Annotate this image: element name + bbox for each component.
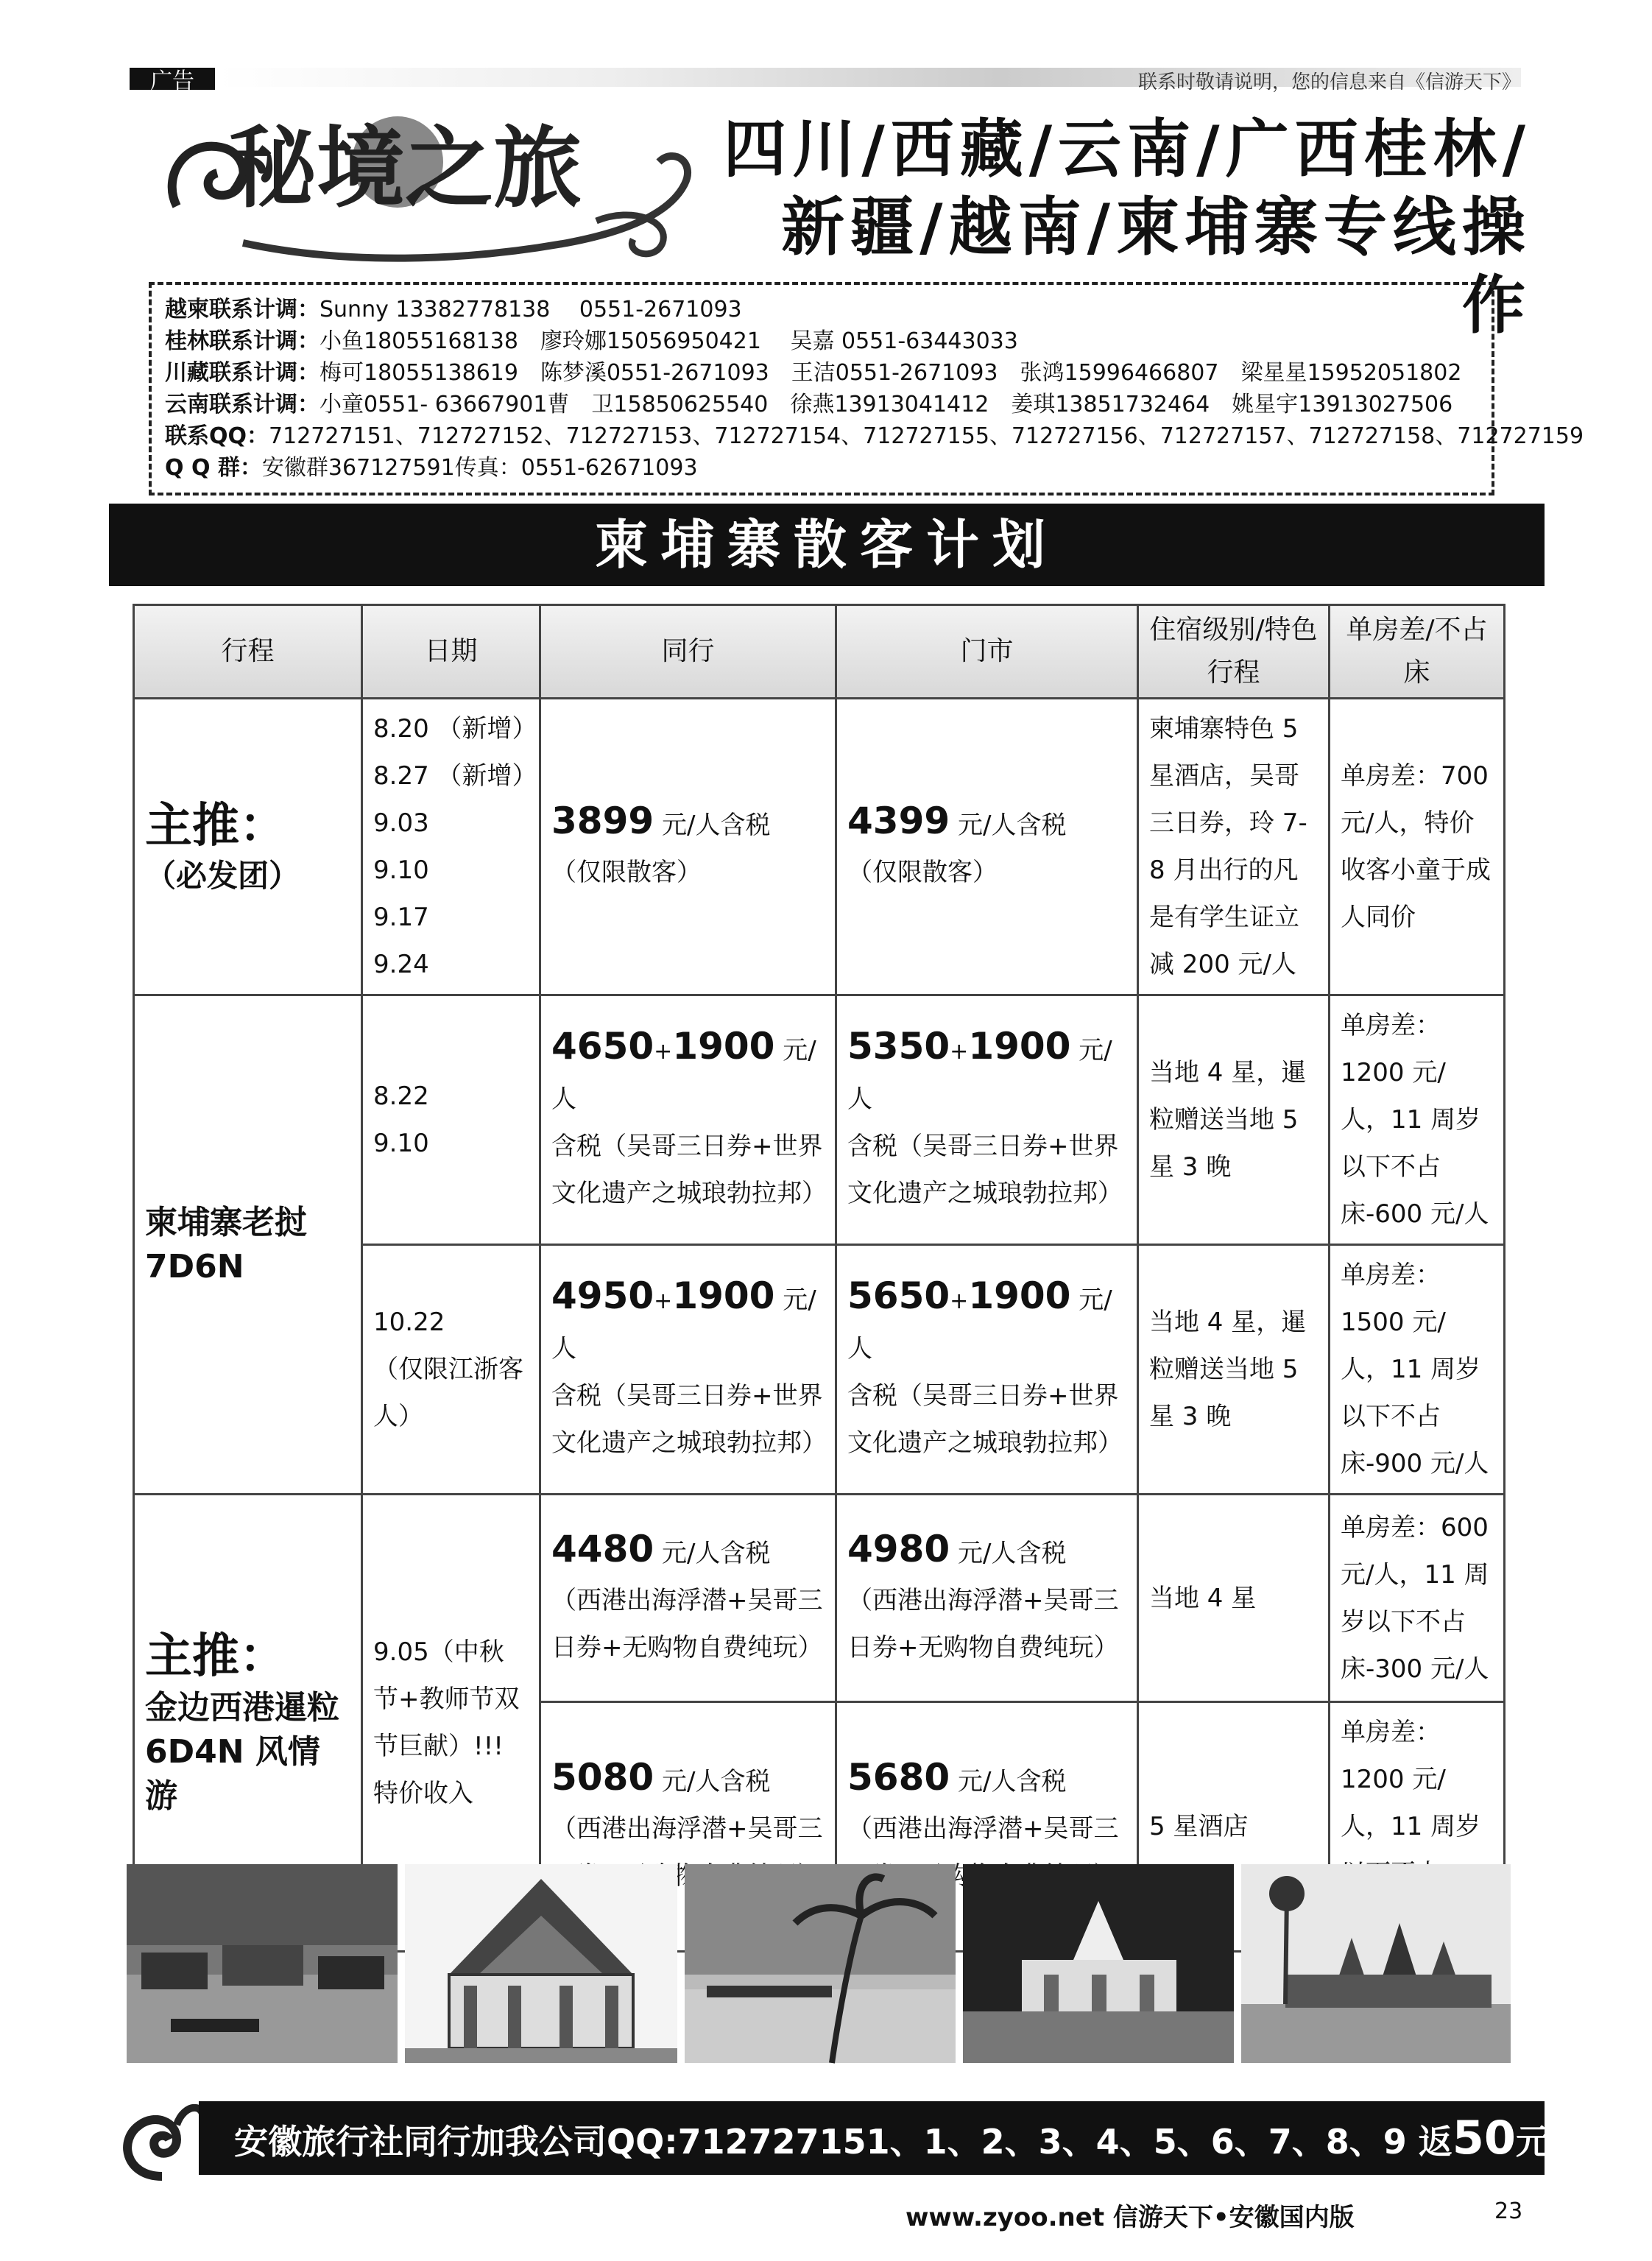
date-item: 8.22: [373, 1082, 429, 1111]
date-item: 8.27 （新增）: [373, 761, 537, 791]
peer-price: 4950: [551, 1274, 654, 1317]
route-cell: [134, 995, 362, 1495]
date-item: 9.03: [373, 808, 429, 838]
contact-box: [149, 282, 1584, 495]
price-note: （仅限散客）: [551, 858, 702, 887]
date-cell: [362, 1245, 540, 1495]
date-cell: [362, 995, 540, 1245]
table-row: [134, 1495, 1505, 1702]
contact-text: 小童0551- 63667901曹 卫15850625540 徐燕13913041412 姜琪13851732464 姚星宇13913027506: [320, 392, 1453, 417]
header-single: 单房差/不占床: [1330, 605, 1505, 699]
route-name: 柬埔寨老挝 7D6N: [145, 1203, 307, 1285]
contact-row: [165, 420, 1584, 452]
price-unit: 元/人: [847, 1285, 1112, 1364]
hotel-cell: 当地 4 星，暹粒赠送当地 5 星 3 晚: [1138, 995, 1330, 1245]
headline-line1: 四川/西藏/云南/广西桂林/: [723, 113, 1531, 186]
retail-price-cell: 5650+1900 元/人 含税（吴哥三日券+世界文化遗产之城琅勃拉邦）: [836, 1245, 1138, 1495]
tour-plan-table: [133, 604, 1505, 1953]
contact-text: 712727151、712727152、712727153、712727154、712727155、712727156、712727157、712727158、712727159: [269, 423, 1584, 449]
contact-label: 联系QQ：: [165, 423, 269, 449]
date-item: 9.24: [373, 950, 429, 979]
contact-row: [165, 389, 1478, 420]
photo-strip: [127, 1864, 1511, 2063]
photo-temple: [405, 1864, 677, 2063]
photo-angkor-wat: [1241, 1864, 1511, 2063]
price-unit: 元/人含税: [661, 1538, 771, 1568]
header-retail: 门市: [836, 605, 1138, 699]
price-note: （仅限散客）: [847, 858, 998, 887]
contact-label: 桂林联系计调：: [165, 328, 320, 354]
contact-text: 小鱼18055168138 廖玲娜15056950421 吴嘉 0551-63443033: [320, 328, 1018, 354]
hotel-cell: 5 星酒店: [1138, 1702, 1330, 1952]
contact-row: [165, 452, 1478, 484]
peer-price-extra: 1900: [672, 1025, 775, 1068]
single-room-cell: 单房差：1200 元/人，11 周岁以下不占床-600 元/人: [1330, 995, 1505, 1245]
contact-label: 越柬联系计调：: [165, 297, 320, 322]
price-unit: 元/人含税: [957, 1538, 1067, 1568]
contact-text: 梅可18055138619 陈梦溪0551-2671093 王洁0551-2671093 张鸿15996466807 梁星星15952051802: [320, 360, 1462, 386]
peer-price-cell: [540, 699, 836, 995]
price-note: 含税（吴哥三日券+世界文化遗产之城琅勃拉邦）: [551, 1132, 827, 1208]
peer-price-cell: [540, 1495, 836, 1702]
single-room-cell: 单房差：600 元/人，11 周岁以下不占床-300 元/人: [1330, 1495, 1505, 1702]
retail-price: 5350: [847, 1025, 950, 1068]
price-unit: 元/人含税: [957, 1767, 1067, 1796]
photo-floating-village: [127, 1864, 398, 2063]
footer-logo-icon: [110, 2088, 213, 2191]
date-note: （仅限江浙客人）: [373, 1355, 523, 1431]
date-item: 9.10: [373, 1129, 429, 1158]
table-row: [134, 699, 1505, 995]
route-title: 主推：: [145, 1629, 286, 1684]
retail-price-cell: 5350+1900 元/人 含税（吴哥三日券+世界文化遗产之城琅勃拉邦）: [836, 995, 1138, 1245]
date-item: 9.17: [373, 903, 429, 932]
price-unit: 元/人: [551, 1285, 816, 1364]
single-room-cell: 单房差：1500 元/人，11 周岁以下不占床-900 元/人: [1330, 1245, 1505, 1495]
contact-label: 云南联系计调：: [165, 392, 320, 417]
single-room-cell: 单房差：1200 元/人，11 周岁: [1330, 1702, 1505, 1952]
route-subtitle: （必发团）: [145, 858, 300, 894]
table-header-row: [134, 605, 1505, 699]
price-note: （西港出海浮潜+吴哥三: [551, 1814, 823, 1844]
footer-promo-text: 安徽旅行社同行加我公司QQ:712727151、1、2、3、4、5、6、7、8、9 返: [234, 2122, 1452, 2162]
brand-logo: [155, 96, 721, 265]
price-note: 含税（吴哥三日券+世界文化遗产之城琅勃拉邦）: [551, 1381, 827, 1458]
peer-price: 3899: [551, 800, 654, 842]
table-row: [134, 995, 1505, 1245]
date-item: 9.10: [373, 856, 429, 885]
price-note: 含税（吴哥三日券+世界文化遗产之城琅勃拉邦）: [847, 1381, 1123, 1458]
route-cell: [134, 699, 362, 995]
retail-price: 4980: [847, 1527, 950, 1570]
price-unit: 元/人含税: [661, 811, 771, 840]
contact-text: 安徽群367127591传真：0551-62671093: [261, 455, 698, 481]
route-title: 主推：: [145, 799, 286, 853]
headline-line2: 新疆/越南/柬埔寨专线操作: [781, 191, 1531, 342]
retail-price-cell: [836, 1495, 1138, 1702]
date-cell: 9.05（中秋节+教师节双节巨献）!!! 特价收入: [362, 1495, 540, 1952]
route-name: 金边西港暹粒 6D4N 风情游: [145, 1689, 339, 1815]
top-strip: 联系时敬请说明，您的信息来自《信游天下》: [218, 68, 1521, 87]
contact-text: Sunny 13382778138 0551-2671093: [320, 297, 742, 322]
hotel-cell: 当地 4 星，暹粒赠送当地 5 星 3 晚: [1138, 1245, 1330, 1495]
price-note: （西港出海浮潜+吴哥三日券+无购物自费纯玩）: [847, 1585, 1119, 1662]
contact-label: Q Q 群：: [165, 455, 262, 481]
header-route: 行程: [134, 605, 362, 699]
peer-price-cell: 4950+1900 元/人 含税（吴哥三日券+世界文化遗产之城琅勃拉邦）: [540, 1245, 836, 1495]
peer-price-cell: 4650+1900 元/人 含税（吴哥三日券+世界文化遗产之城琅勃拉邦）: [540, 995, 836, 1245]
header-date: 日期: [362, 605, 540, 699]
price-note: （西港出海浮潜+吴哥三日券+无购物自费纯玩）: [551, 1585, 823, 1662]
header-peer: 同行: [540, 605, 836, 699]
footer-rebate: 50: [1452, 2111, 1517, 2165]
price-note: （西港出海浮潜+吴哥三 购: [847, 1814, 1119, 1891]
hotel-cell: 柬埔寨特色 5 星酒店，吴哥三日券，玲 7-8 月出行的凡是有学生证立减 200 元/人: [1138, 699, 1330, 995]
hotel-cell: 当地 4 星: [1138, 1495, 1330, 1702]
price-unit: 元/人含税: [957, 811, 1067, 840]
logo-text: 秘境之旅: [228, 116, 582, 220]
price-unit: 元/人含税: [661, 1767, 771, 1796]
contact-row: [165, 294, 1478, 325]
retail-price: 4399: [847, 800, 950, 842]
footer-site: www.zyoo.net 信游天下•安徽国内版: [906, 2203, 1355, 2232]
contact-row: [165, 325, 1478, 357]
peer-price: 5080: [551, 1756, 654, 1799]
retail-price: 5680: [847, 1756, 950, 1799]
price-note: 含税（吴哥三日券+世界文化遗产之城琅勃拉邦）: [847, 1132, 1123, 1208]
single-room-cell: 单房差：700 元/人，特价收客小童于成人同价: [1330, 699, 1505, 995]
section-title: 柬埔寨散客计划: [109, 504, 1545, 586]
contact-label: 川藏联系计调：: [165, 360, 320, 386]
footer-promo-band: [199, 2101, 1596, 2175]
retail-price-cell: [836, 699, 1138, 995]
photo-palace: [963, 1864, 1234, 2063]
retail-price: 5650: [847, 1274, 950, 1317]
contact-row: [165, 357, 1478, 389]
date-item: 10.22: [373, 1308, 445, 1337]
retail-price-extra: 1900: [968, 1274, 1071, 1317]
page-number: 23: [1494, 2198, 1523, 2224]
photo-beach: [685, 1864, 956, 2063]
peer-price: 4650: [551, 1025, 654, 1068]
date-cell: [362, 699, 540, 995]
retail-price-extra: 1900: [968, 1025, 1071, 1068]
date-item: 8.20 （新增）: [373, 714, 537, 744]
peer-price-extra: 1900: [672, 1274, 775, 1317]
peer-price: 4480: [551, 1527, 654, 1570]
header-hotel: 住宿级别/特色行程: [1138, 605, 1330, 699]
price-unit: 元/人: [847, 1036, 1112, 1114]
footer-rebate-unit: 元/人: [1516, 2122, 1596, 2162]
ad-tag: 广告: [130, 68, 215, 90]
price-unit: 元/人: [551, 1036, 816, 1114]
